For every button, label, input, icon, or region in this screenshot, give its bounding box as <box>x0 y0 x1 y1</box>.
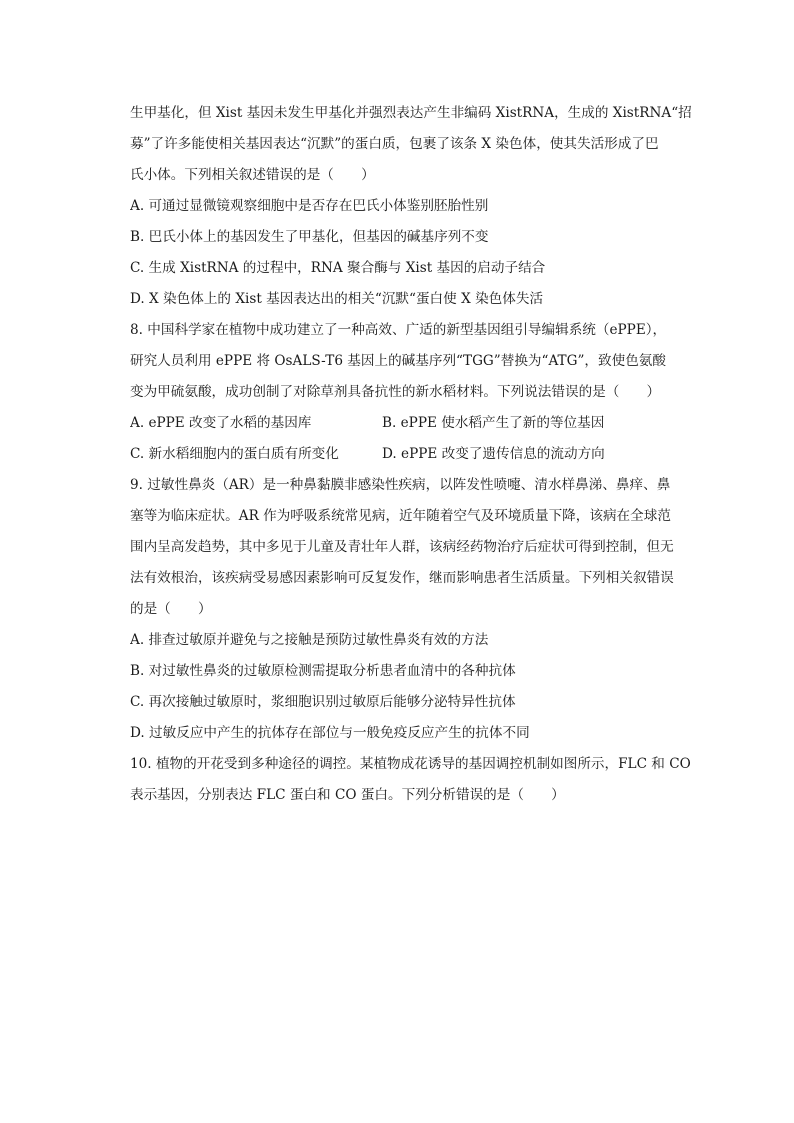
question-9-stem-line-2: 塞等为临床症状。AR 作为呼吸系统常见病，近年随着空气及环境质量下降，该病在全球范 <box>130 508 671 524</box>
question-7-stem-line-1: 生甲基化，但 Xist 基因未发生甲基化并强烈表达产生非编码 XistRNA，生成的 XistRNA“招 <box>130 105 692 121</box>
question-7-stem-line-2: 募”了许多能使相关基因表达“沉默”的蛋白质，包裹了该条 X 染色体，使其失活形成了巴 <box>130 136 659 152</box>
question-9-stem-line-3: 围内呈高发趋势，其中多见于儿童及青壮年人群，该病经药物治疗后症状可得到控制，但无 <box>130 539 674 555</box>
question-10-stem-line-1: 10. 植物的开花受到多种途径的调控。某植物成花诱导的基因调控机制如图所示，FLC 和 CO <box>130 756 691 772</box>
question-9-option-d: D. 过敏反应中产生的抗体存在部位与一般免疫反应产生的抗体不同 <box>130 725 530 741</box>
question-9-option-b: B. 对过敏性鼻炎的过敏原检测需提取分析患者血清中的各种抗体 <box>130 663 516 679</box>
question-8-options-row-1 <box>130 408 696 439</box>
question-8-option-d: D. ePPE 改变了遗传信息的流动方向 <box>382 446 605 462</box>
question-8-option-b: B. ePPE 使水稻产生了新的等位基因 <box>382 415 605 431</box>
question-9-stem-line-1: 9. 过敏性鼻炎（AR）是一种鼻黏膜非感染性疾病，以阵发性喷嚏、清水样鼻涕、鼻痒、鼻 <box>130 477 671 493</box>
question-7-stem-line-3: 氏小体。下列相关叙述错误的是（ ） <box>130 167 375 183</box>
question-7-option-b: B. 巴氏小体上的基因发生了甲基化，但基因的碱基序列不变 <box>130 229 489 245</box>
question-9-option-a: A. 排查过敏原并避免与之接触是预防过敏性鼻炎有效的方法 <box>130 632 489 648</box>
question-9 <box>130 470 696 749</box>
question-9-stem-line-5: 的是（ ） <box>130 601 212 617</box>
question-8-stem-line-3: 变为甲硫氨酸，成功创制了对除草剂具备抗性的新水稻材料。下列说法错误的是（ ） <box>130 384 661 400</box>
question-9-stem-line-4: 法有效根治，该疾病受易感因素影响可反复发作，继而影响患者生活质量。下列相关叙错误 <box>130 570 674 586</box>
question-7 <box>130 98 696 315</box>
question-8-stem-line-1: 8. 中国科学家在植物中成功建立了一种高效、广适的新型基因组引导编辑系统（ePPE）， <box>130 322 667 338</box>
question-10 <box>130 749 696 811</box>
question-7-option-c: C. 生成 XistRNA 的过程中，RNA 聚合酶与 Xist 基因的启动子结合 <box>130 260 546 276</box>
question-7-option-a: A. 可通过显微镜观察细胞中是否存在巴氏小体鉴别胚胎性别 <box>130 198 489 214</box>
question-8-stem-line-2: 研究人员利用 ePPE 将 OsALS-T6 基因上的碱基序列“TGG”替换为“ATG”，致使色氨酸 <box>130 353 666 369</box>
question-9-option-c: C. 再次接触过敏原时，浆细胞识别过敏原后能够分泌特异性抗体 <box>130 694 516 710</box>
question-8-options-row-2 <box>130 439 696 470</box>
question-8-option-a: A. ePPE 改变了水稻的基因库 <box>130 415 312 431</box>
question-8-option-c: C. 新水稻细胞内的蛋白质有所变化 <box>130 446 339 462</box>
question-7-option-d: D. X 染色体上的 Xist 基因表达出的相关“沉默“蛋白使 X 染色体失活 <box>130 291 544 307</box>
question-10-stem-line-2: 表示基因，分别表达 FLC 蛋白和 CO 蛋白。下列分析错误的是（ ） <box>130 787 565 803</box>
question-8 <box>130 315 696 470</box>
document-page <box>130 98 696 811</box>
